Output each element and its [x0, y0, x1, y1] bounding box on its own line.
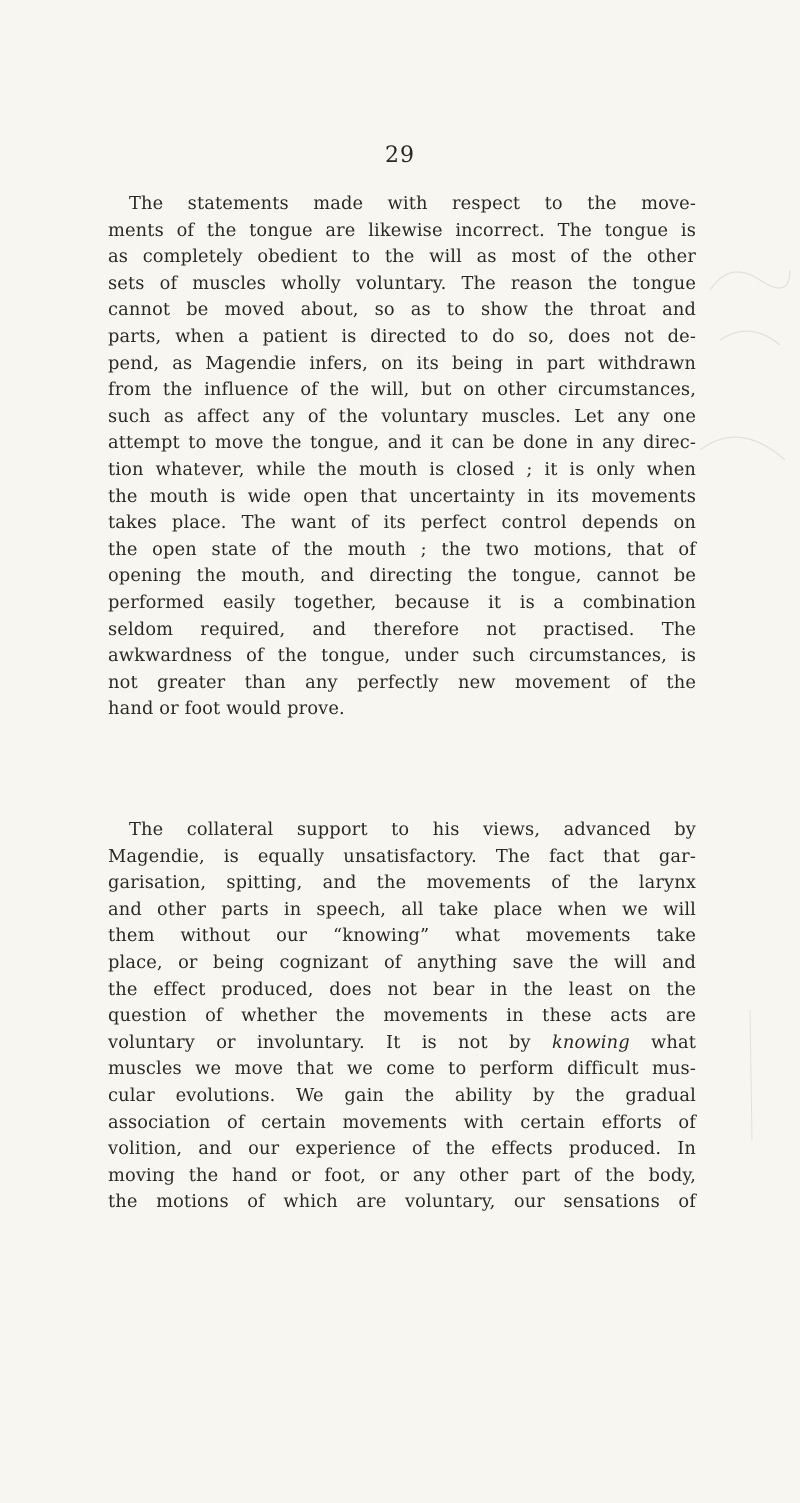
- text-line: not greater than any perfectly new movement of the: [108, 671, 696, 693]
- text-line: such as affect any of the voluntary muscles. Let any one: [108, 405, 696, 427]
- text-line: the motions of which are voluntary, our sensations of: [108, 1191, 696, 1213]
- text-line: seldom required, and therefore not practised. The: [108, 618, 696, 640]
- text-line: as completely obedient to the will as most of the other: [108, 246, 696, 268]
- text-segment: what: [650, 1031, 696, 1053]
- text-line: The collateral support to his views, advanced by: [129, 819, 696, 840]
- text-line: tion whatever, while the mouth is closed ; it is only when: [108, 458, 696, 480]
- page-number: 29: [385, 143, 415, 168]
- text-line: cular evolutions. We gain the ability by the gradual: [108, 1084, 696, 1106]
- text-line: attempt to move the tongue, and it can be done in any direc-: [108, 432, 696, 454]
- text-line: hand or foot would prove.: [108, 698, 345, 720]
- text-line: volition, and our experience of the effects produced. In: [108, 1138, 696, 1160]
- text-line: opening the mouth, and directing the tongue, cannot be: [108, 565, 696, 587]
- text-line: The statements made with respect to the move-: [129, 193, 696, 214]
- paragraph-1: [108, 191, 696, 723]
- text-line: them without our “knowing” what movements take: [108, 925, 696, 947]
- text-line: muscles we move that we come to perform difficult mus-: [108, 1058, 696, 1080]
- text-line: parts, when a patient is directed to do so, does not de-: [108, 325, 696, 347]
- show-through-stain: [690, 1000, 800, 1150]
- text-line: ments of the tongue are likewise incorrect. The tongue is: [108, 219, 696, 241]
- text-segment: voluntary or involuntary. It is not by: [108, 1031, 531, 1053]
- text-line: place, or being cognizant of anything save the will and: [108, 951, 696, 973]
- italic-word: knowing: [552, 1031, 630, 1053]
- text-line: pend, as Magendie infers, on its being in part withdrawn: [108, 352, 696, 374]
- text-line: Magendie, is equally unsatisfactory. The fact that gar-: [108, 845, 696, 867]
- show-through-stain: [690, 250, 800, 510]
- paragraph-2: [108, 817, 696, 1216]
- text-line: cannot be moved about, so as to show the throat and: [108, 299, 696, 321]
- text-line: association of certain movements with certain efforts of: [108, 1111, 696, 1133]
- text-line: from the influence of the will, but on other circumstances,: [108, 379, 696, 401]
- text-line: the open state of the mouth ; the two motions, that of: [108, 538, 696, 560]
- text-line: the mouth is wide open that uncertainty in its movements: [108, 485, 696, 507]
- text-line: garisation, spitting, and the movements of the larynx: [108, 872, 696, 894]
- text-line: takes place. The want of its perfect control depends on: [108, 512, 696, 534]
- text-line: sets of muscles wholly voluntary. The reason the tongue: [108, 272, 696, 294]
- text-line: the effect produced, does not bear in the least on the: [108, 978, 696, 1000]
- text-line: and other parts in speech, all take place when we will: [108, 898, 696, 920]
- text-line: question of whether the movements in these acts are: [108, 1005, 696, 1027]
- text-line: performed easily together, because it is a combination: [108, 591, 696, 613]
- text-line: moving the hand or foot, or any other part of the body,: [108, 1164, 696, 1186]
- text-line-with-italic: [108, 1030, 696, 1057]
- text-line: awkwardness of the tongue, under such circumstances, is: [108, 645, 696, 667]
